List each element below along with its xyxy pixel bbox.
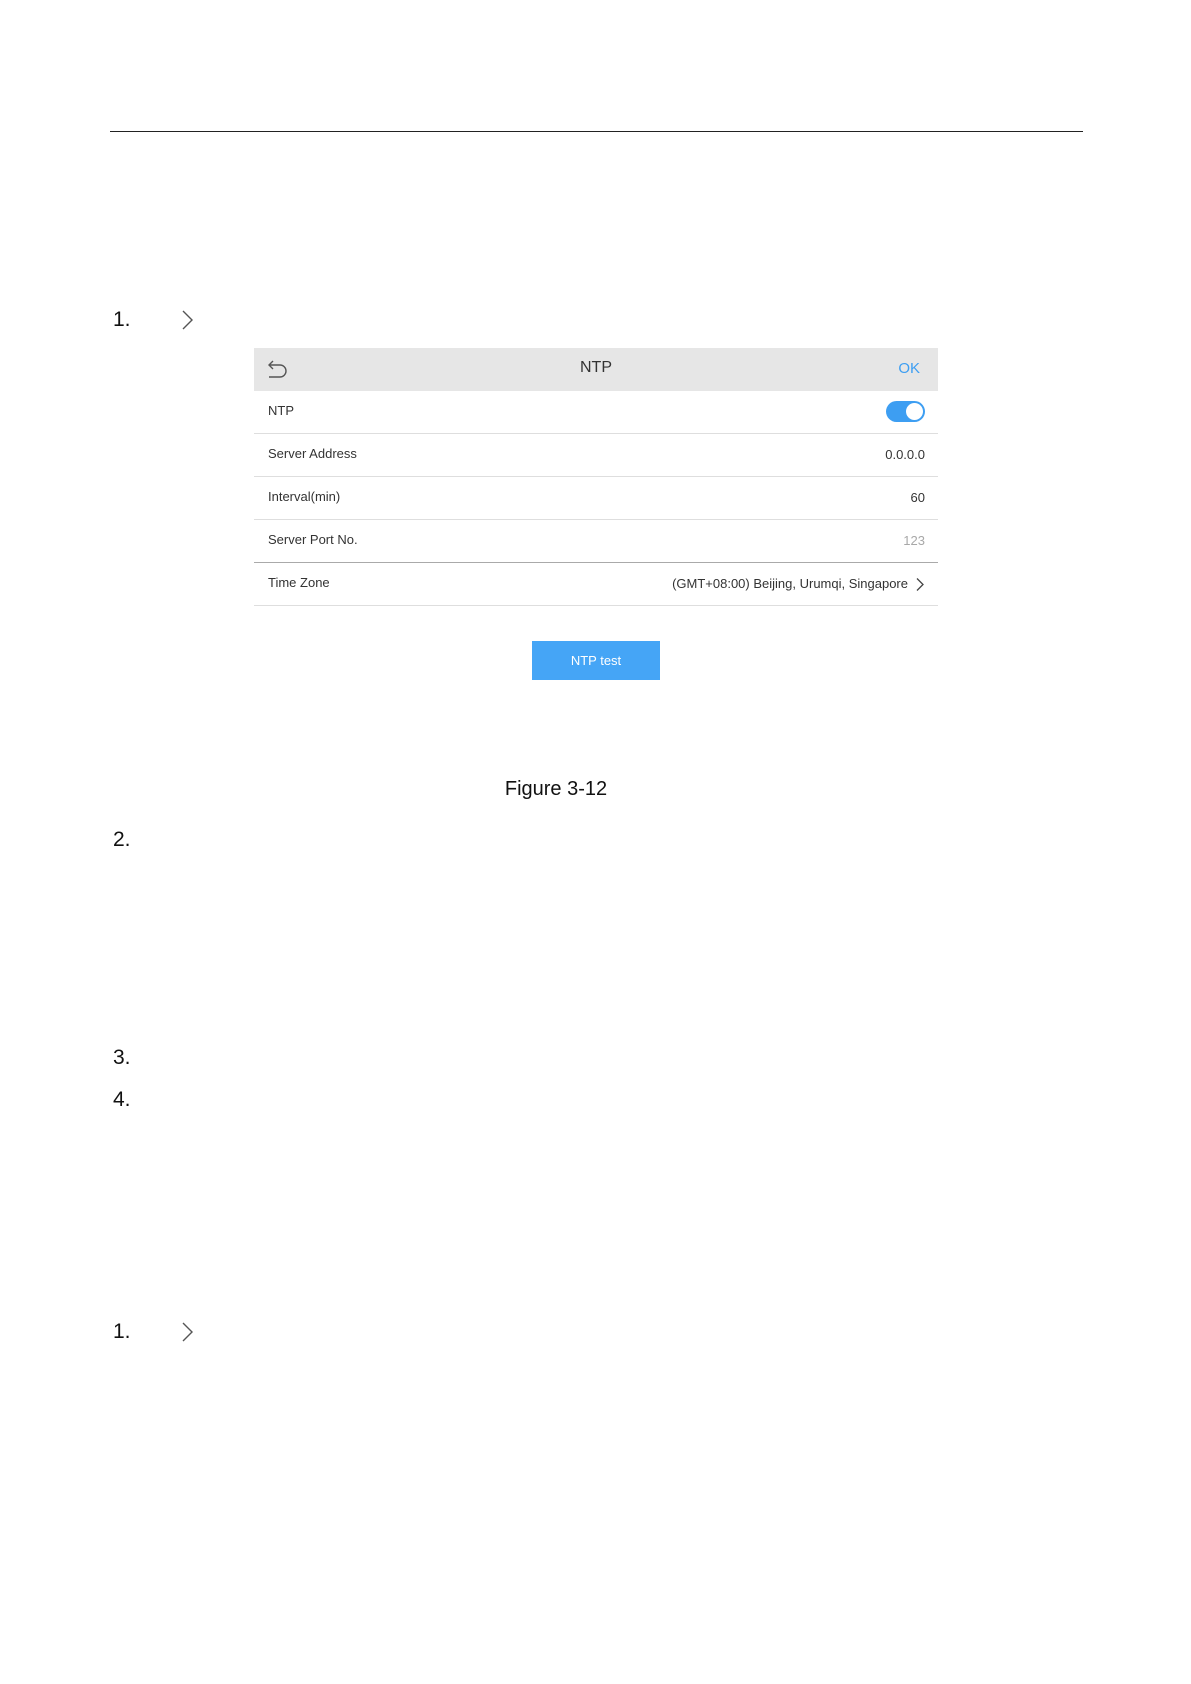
server-address-row[interactable] — [254, 434, 938, 477]
ntp-toggle-row[interactable] — [254, 391, 938, 434]
server-address-value[interactable]: 0.0.0.0 — [885, 447, 925, 462]
step-number: 1. — [113, 1320, 131, 1343]
time-zone-row[interactable] — [254, 563, 938, 606]
interval-value[interactable]: 60 — [910, 490, 925, 505]
screen-title: NTP — [580, 359, 612, 376]
chevron-right-icon — [180, 1321, 194, 1343]
chevron-right-icon[interactable] — [915, 577, 925, 592]
header-rule — [110, 131, 1083, 132]
server-port-label: Server Port No. — [268, 532, 358, 547]
figure-caption: Figure 3-12 — [504, 778, 608, 800]
interval-row[interactable] — [254, 477, 938, 520]
ntp-settings-screenshot — [254, 348, 938, 681]
server-port-row[interactable] — [254, 520, 938, 563]
chevron-right-icon — [180, 309, 194, 331]
step-number: 4. — [113, 1088, 131, 1111]
time-zone-label: Time Zone — [268, 575, 330, 590]
ntp-label: NTP — [268, 403, 294, 418]
time-zone-value: (GMT+08:00) Beijing, Urumqi, Singapore — [672, 576, 908, 591]
ntp-toggle[interactable] — [886, 401, 925, 422]
ntp-test-button[interactable]: NTP test — [532, 641, 660, 680]
step-number: 1. — [113, 308, 131, 331]
server-address-label: Server Address — [268, 446, 357, 461]
ok-button[interactable]: OK — [898, 360, 920, 377]
server-port-value[interactable]: 123 — [903, 533, 925, 548]
screen-header — [254, 348, 938, 391]
step-number: 3. — [113, 1046, 131, 1069]
interval-label: Interval(min) — [268, 489, 341, 504]
step-number: 2. — [113, 828, 131, 851]
toggle-knob — [906, 403, 923, 420]
